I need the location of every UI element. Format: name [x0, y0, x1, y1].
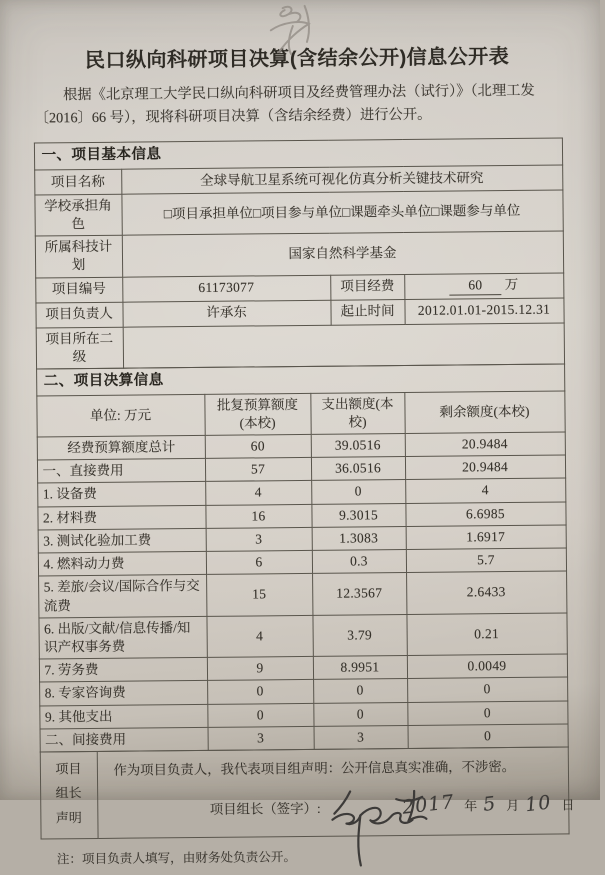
budget-row-label: 3. 测试化验加工费 [38, 528, 206, 553]
budget-row-label: 8. 专家咨询费 [39, 681, 207, 706]
date-year-unit: 年 [464, 798, 478, 814]
project-no-label: 项目编号 [35, 277, 122, 303]
school-role-label: 学校承担角色 [34, 194, 121, 236]
budget-row [38, 613, 566, 660]
budget-row-value: 0 [207, 703, 313, 727]
section1-heading: 一、项目基本信息 [34, 138, 562, 170]
handwritten-date [402, 792, 575, 819]
program-value: 国家自然科学基金 [122, 231, 563, 277]
statement-table [39, 747, 575, 840]
budget-row-value: 9.3015 [311, 503, 405, 527]
funding-amount: 60 [449, 276, 501, 296]
budget-column-header: 单位: 万元 [36, 394, 204, 437]
budget-row-value: 0 [313, 679, 407, 703]
project-no-value: 61173077 [122, 275, 330, 302]
pi-value: 许承东 [122, 300, 330, 327]
pencil-scribble-mark [249, 0, 342, 58]
budget-row-value: 4 [206, 615, 312, 657]
budget-row-value: 6.6985 [405, 502, 565, 527]
budget-row-value: 0 [311, 480, 405, 504]
dept-label: 项目所在二级 [36, 327, 123, 369]
budget-row-label: 一、直接费用 [37, 459, 205, 484]
budget-row-value: 36.0516 [311, 457, 405, 481]
statement-label-line: 项目 [55, 761, 82, 777]
budget-row-label: 9. 其他支出 [39, 704, 207, 729]
signature-row [102, 776, 575, 828]
budget-row-value: 3 [314, 725, 408, 749]
date-month-unit: 月 [506, 798, 520, 814]
budget-table [36, 363, 569, 752]
budget-row-value: 1.6917 [406, 525, 566, 550]
budget-row-value: 0 [407, 677, 567, 702]
statement-label-line: 声明 [55, 809, 82, 825]
budget-table-body [37, 432, 568, 752]
duration-value: 2012.01.01-2015.12.31 [404, 298, 563, 325]
budget-row-label: 5. 差旅/会议/国际合作与交流费 [38, 575, 206, 618]
date-year: 2017 [400, 791, 456, 819]
budget-row-value: 4 [205, 481, 311, 505]
budget-row-value: 3 [208, 726, 314, 750]
budget-row-value: 0.0049 [407, 654, 567, 679]
statement-label-line: 组长 [55, 785, 82, 801]
budget-row-value: 9 [207, 657, 313, 681]
date-month: 5 [481, 792, 498, 817]
budget-row-label: 6. 出版/文献/信息传播/知识产权事务费 [38, 616, 206, 659]
funding-label: 项目经费 [330, 274, 404, 300]
budget-row-label: 经费预算额度总计 [37, 435, 205, 460]
budget-row-value: 0 [408, 724, 568, 749]
budget-row-value: 16 [205, 504, 311, 528]
budget-column-header: 剩余额度(本校) [404, 391, 564, 434]
sign-label: 项目组长（签字）: [209, 801, 321, 818]
budget-row-label: 2. 材料费 [37, 505, 205, 530]
budget-table-header-row [36, 391, 564, 438]
budget-row-value: 12.3567 [312, 573, 406, 615]
program-label: 所属科技计划 [35, 235, 122, 277]
budget-row-value: 3 [206, 527, 312, 551]
budget-row-value: 4 [405, 478, 565, 503]
budget-row-value: 3.79 [312, 614, 406, 656]
budget-row-value: 0.21 [406, 613, 566, 656]
budget-row-value: 8.9951 [313, 656, 407, 680]
budget-row-value: 0.3 [312, 550, 406, 574]
budget-row-value: 2.6433 [406, 571, 566, 614]
section2-heading: 二、项目决算信息 [36, 364, 564, 396]
statement-label-cell [40, 752, 98, 840]
budget-column-header: 支出额度(本校) [310, 392, 404, 434]
table-row [35, 231, 563, 278]
budget-column-header: 批复预算额度(本校) [204, 393, 310, 435]
table-row [34, 190, 562, 237]
budget-row-value: 0 [407, 701, 567, 726]
budget-row-value: 20.9484 [405, 432, 565, 457]
statement-body-cell [97, 747, 575, 839]
funding-value [404, 273, 563, 300]
budget-row-value: 0 [313, 702, 407, 726]
statement-text: 作为项目负责人，我代表项目组声明：公开信息真实准确，不涉密。 [113, 759, 516, 778]
intro-paragraph: 根据《北京理工大学民口纵向科研项目及经费管理办法（试行）》（北理工发〔2016〕66 号），现将科研项目决算（含结余经费）进行公开。 [34, 82, 535, 127]
budget-row-value: 20.9484 [405, 455, 565, 480]
basic-info-table [33, 138, 564, 370]
budget-row-label: 4. 燃料动力费 [38, 552, 206, 577]
budget-row-value: 15 [206, 574, 312, 616]
budget-row-value: 5.7 [406, 548, 566, 573]
table-row [36, 323, 564, 370]
school-role-checkbox-options: □项目承担单位□项目参与单位□课题牵头单位□课题参与单位 [121, 190, 562, 236]
project-name-value: 全球导航卫星系统可视化仿真分析关键技术研究 [121, 165, 562, 194]
date-day-unit: 日 [561, 797, 575, 813]
dept-value [123, 323, 564, 369]
budget-row-value: 0 [207, 680, 313, 704]
budget-row-value: 39.0516 [311, 434, 405, 458]
pi-label: 项目负责人 [35, 302, 122, 328]
budget-row [38, 571, 566, 618]
funding-unit: 万 [504, 276, 519, 293]
project-name-label: 项目名称 [34, 169, 121, 195]
budget-row-value: 57 [205, 458, 311, 482]
duration-label: 起止时间 [330, 299, 404, 325]
budget-row-label: 7. 劳务费 [39, 658, 207, 683]
budget-row-value: 6 [206, 551, 312, 575]
page-title: 民口纵向科研项目决算(含结余公开)信息公开表 [84, 45, 510, 73]
statement-row [40, 747, 569, 839]
date-day: 10 [524, 791, 553, 817]
budget-row-value: 1.3083 [312, 526, 406, 550]
budget-row-label: 1. 设备费 [37, 482, 205, 507]
footnote: 注：项目负责人填写，由财务处负责公开。 [56, 850, 297, 867]
budget-row-label: 二、间接费用 [40, 727, 208, 752]
budget-row-value: 60 [205, 434, 311, 458]
